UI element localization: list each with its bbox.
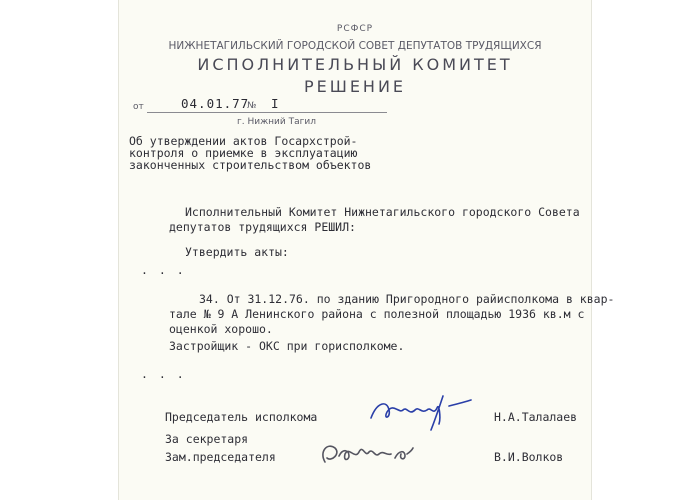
city-label: г. Нижний Тагил (237, 117, 316, 127)
chair-signature-image (365, 388, 475, 433)
chair-title: Председатель исполкома (165, 410, 318, 424)
decision-number: I (271, 96, 280, 111)
ellipsis-bottom: . . . (141, 367, 186, 381)
number-prefix: № (247, 101, 257, 111)
deputy-signature-image (315, 430, 415, 470)
item-line-2: тале № 9 А Ленинского района с полезной площадью 1936 кв.м с (169, 307, 585, 321)
committee-title: ИСПОЛНИТЕЛЬНЫЙ КОМИТЕТ (197, 55, 513, 74)
chair-name: Н.А.Талалаев (494, 410, 578, 424)
secretary-title: За секретаря (165, 432, 249, 446)
subject-line-1: Об утверждении актов Госархстрой- (129, 134, 358, 148)
deputy-title: Зам.председателя (165, 450, 276, 464)
council-name: НИЖНЕТАГИЛЬСКИЙ ГОРОДСКОЙ СОВЕТ ДЕПУТАТОВ ТРУДЯЩИХСЯ (168, 40, 542, 52)
republic-label: РСФСР (336, 24, 374, 34)
decision-date: 04.01.77 (181, 96, 250, 111)
deputy-name: В.И.Волков (494, 450, 564, 464)
item-line-1: 34. От 31.12.76. по зданию Пригородного райисполкома в квар- (199, 292, 615, 306)
subject-line-3: законченных строительством объектов (129, 158, 372, 172)
intro-line-2: депутатов трудящихся РЕШИЛ: (169, 220, 356, 234)
ellipsis-top: . . . (141, 263, 186, 277)
developer-line: Застройщик - ОКС при горисполкоме. (169, 339, 405, 353)
approve-line: Утвердить акты: (185, 245, 289, 259)
item-line-3: оценкой хорошо. (169, 322, 273, 336)
document-page (118, 0, 615, 500)
date-prefix: от (133, 102, 144, 112)
number-underline (257, 112, 387, 113)
subject-line-2: контроля о приемке в эксплуатацию (129, 146, 358, 160)
document-type: РЕШЕНИЕ (303, 77, 407, 96)
date-underline (147, 112, 269, 113)
intro-line-1: Исполнительный Комитет Нижнетагильского городского Совета (185, 205, 580, 219)
